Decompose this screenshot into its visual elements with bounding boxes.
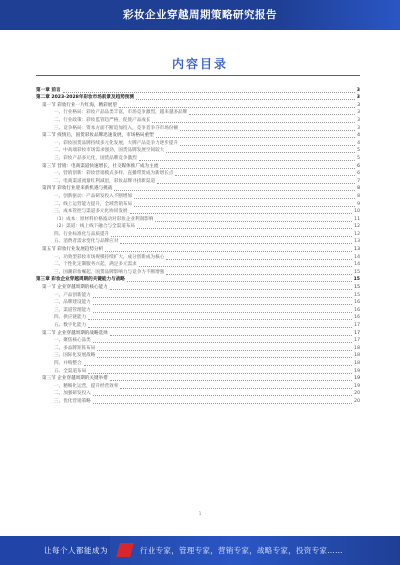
toc-entry-page: 3 [357,125,360,131]
toc-list [36,86,360,496]
toc-entry-title: （1）成本：原材料价格波动对彩妆企业利润影响 [54,216,154,222]
toc-entry-page: 3 [356,95,360,101]
toc-dot-leader [84,365,353,366]
toc-dot-leader [155,221,352,222]
toc-entry-title: 三、优化营销策略 [54,398,91,404]
toc-entry-title: 第三节 企业穿越周期的关键举措 [42,376,108,382]
toc-entry-title: 一、创新驱动：产品研发投入不断增加 [54,193,133,199]
toc-entry-title: 一、聚焦核心品类 [54,338,91,344]
toc-entry-title: 第二章 2023-2028年彩妆市场前景及趋势预测 [36,95,134,101]
toc-entry[interactable] [36,94,360,102]
toc-dot-leader [93,395,352,396]
toc-entry[interactable] [36,192,360,200]
toc-entry-page: 6 [357,171,360,177]
toc-entry-title: 第一节 企业穿越周期的核心能力 [42,285,108,291]
toc-entry-page: 15 [353,277,360,283]
toc-entry-page: 20 [354,398,360,404]
toc-entry-title: 一、产品创新能力 [54,292,91,298]
toc-entry-title: 一、精细化运营，提升经营效率 [54,383,119,389]
toc-entry-title: 二、线上运营能力提升，全域营销布局 [54,201,133,207]
toc-entry-page: 4 [357,133,360,139]
toc-entry-page: 19 [354,376,360,382]
toc-entry-page: 18 [354,345,360,351]
toc-entry[interactable] [36,276,360,284]
toc-entry-page: 7 [357,178,360,184]
toc-entry-title: 第一章 前言 [36,87,61,93]
toc-entry-page: 17 [354,323,360,328]
toc-entry-page: 3 [357,117,360,123]
toc-entry-title: 三、竞争格局：资本方面不断追加投入，竞争者争夺市场份额 [54,125,179,131]
toc-dot-leader [110,335,352,336]
toc-dot-leader [175,175,355,176]
toc-entry[interactable] [36,124,360,132]
toc-entry-page: 19 [354,383,360,389]
toc-entry-page: 11 [354,216,360,222]
toc-dot-leader [93,297,352,298]
toc-dot-leader [93,342,352,343]
toc-entry[interactable] [36,154,360,162]
toc-entry-page: 5 [357,148,360,154]
toc-entry[interactable] [36,253,360,261]
page-number: 1 [198,512,202,517]
toc-entry-page: 14 [354,262,360,268]
toc-entry-page: 4 [357,140,360,146]
toc-entry-page: 17 [354,330,360,336]
toc-entry[interactable] [36,375,360,383]
toc-entry-title: 第二节 疫情后，国货彩妆品牌迅速发展，市场格局重塑 [42,133,154,139]
toc-entry-title: 三、成本管控与渠道多元化协同发展 [54,209,128,215]
toc-entry[interactable] [36,223,360,231]
toc-entry[interactable] [36,261,360,269]
toc-entry-page: 8 [357,193,360,199]
toc-entry-title: 二、行业政策：彩妆监管趋严格，促使产品成长 [54,117,151,123]
toc-dot-leader [97,357,352,358]
toc-dot-leader [180,145,355,146]
toc-entry[interactable] [36,337,360,345]
toc-dot-leader [63,92,355,93]
toc-dot-leader [156,137,355,138]
toc-entry-title: 第一节 彩妆行业一片红海，精彩展望 [42,102,117,108]
toc-entry[interactable] [36,245,360,253]
toc-entry[interactable] [36,101,360,109]
toc-dot-leader [93,403,352,404]
toc-entry[interactable] [36,132,360,140]
toc-dot-leader [88,319,352,320]
toc-dot-leader [180,130,355,131]
toc-entry-title: 二、多品牌矩阵布局 [54,345,96,351]
toc-entry-title: 二、加强研发投入 [54,391,91,397]
toc-entry-title: 一、行业格局：彩妆产品品类丰富，市场竞争激烈，越来越多品牌 [54,110,188,116]
footer-slogan: 行业专家，管理专家，营销专家，战略专家，投资专家…… [140,546,343,555]
toc-dot-leader [134,206,355,207]
toc-entry-page: 3 [357,110,360,116]
toc-entry-page: 13 [354,247,360,253]
toc-entry-page: 12 [354,231,360,237]
toc-dot-leader [139,266,352,267]
toc-dot-leader [189,114,355,115]
toc-dot-leader [152,122,355,123]
toc-entry[interactable] [36,177,360,185]
toc-dot-leader [97,350,352,351]
toc-dot-leader [166,152,355,153]
toc-entry-page: 15 [354,285,360,291]
toc-entry[interactable] [36,215,360,223]
toc-dot-leader [105,251,352,252]
toc-entry-title: 二、中高端彩妆市场需求强劲，国货品牌发展空间较大 [54,148,165,154]
toc-entry-title: 第三节 营销：电商渠道快速增长，社交媒体推广成为主流 [42,163,159,169]
toc-entry[interactable] [36,238,360,246]
footer-tagline: 让每个人都能成为 [44,546,108,555]
toc-entry-title: 五、全渠道布局 [54,368,87,374]
toc-entry-title: 三、渠道管理能力 [54,307,91,313]
toc-entry-title: 第四节 彩妆行业迎来新机遇与挑战 [42,186,113,192]
toc-entry-title: 第三章 彩妆企业穿越周期的关键能力与战略 [36,277,125,283]
toc-dot-leader [93,304,352,305]
toc-dot-leader [136,99,355,100]
toc-dot-leader [120,388,352,389]
toc-dot-leader [137,228,352,229]
toc-entry-page: 17 [354,338,360,344]
toc-entry-title: 一、彩妆国货品牌持续多元化发展，大牌产品竞争力逐步提升 [54,140,179,146]
toc-dot-leader [110,289,352,290]
toc-entry[interactable] [36,139,360,147]
toc-dot-leader [111,236,352,237]
toc-entry-page: 20 [354,391,360,397]
toc-entry[interactable] [36,86,360,94]
toc-entry[interactable] [36,147,360,155]
toc-entry-page: 6 [357,163,360,169]
toc-entry[interactable] [36,185,360,193]
toc-entry-page: 18 [354,360,360,366]
toc-dot-leader [88,373,352,374]
toc-dot-leader [127,281,352,282]
toc-entry[interactable] [36,367,360,375]
toc-entry[interactable] [36,390,360,398]
toc-entry[interactable] [36,299,360,307]
toc-entry-page: 8 [357,186,360,192]
toc-dot-leader [93,312,352,313]
toc-entry-title: 五、消费者需求变化与品牌应对 [54,239,119,245]
toc-entry[interactable] [36,352,360,360]
toc-entry[interactable] [36,344,360,352]
toc-entry-page: 16 [354,315,360,321]
toc-entry[interactable] [36,329,360,337]
toc-entry[interactable] [36,314,360,322]
toc-entry-title: 一、功效型彩妆市场规模持续扩大，成分创新成为核心 [54,254,165,260]
toc-entry-page: 5 [357,155,360,161]
toc-entry-page: 18 [354,353,360,359]
toc-dot-leader [139,160,355,161]
toc-entry-title: 二、电商渠道流量红利减退，彩妆品牌寻找新渠道 [54,178,156,184]
toc-dot-leader [114,190,355,191]
toc-entry[interactable] [36,200,360,208]
toc-entry-title: 二、个性化定制服务兴起，满足多元需求 [54,262,137,268]
toc-entry[interactable] [36,268,360,276]
toc-dot-leader [160,168,355,169]
toc-entry[interactable] [36,321,360,329]
toc-entry-page: 14 [354,254,360,260]
toc-entry-title: 四、供应链能力 [54,315,87,321]
toc-entry-title: 二、品牌建设能力 [54,300,91,306]
toc-entry[interactable] [36,397,360,405]
toc-dot-leader [119,107,355,108]
toc-entry-page: 10 [354,209,360,215]
toc-dot-leader [120,243,352,244]
toc-entry[interactable] [36,382,360,390]
toc-dot-leader [166,274,352,275]
toc-entry[interactable] [36,306,360,314]
toc-entry[interactable] [36,162,360,170]
toc-entry-title: 三、彩妆产品多元化，国货品牌竞争激烈 [54,155,137,161]
toc-entry-page: 15 [354,292,360,298]
toc-dot-leader [166,259,352,260]
toc-entry[interactable] [36,208,360,216]
toc-entry-title: 第五节 彩妆行业发展趋势分析 [42,247,104,253]
toc-entry-title: 三、国潮彩妆崛起，国货品牌影响力与竞争力不断增强 [54,269,165,275]
toc-entry-title: 三、国际化发展战略 [54,353,96,359]
toc-entry-page: 3 [356,87,360,93]
toc-entry-page: 15 [354,269,360,275]
toc-dot-leader [88,327,352,328]
toc-dot-leader [130,213,353,214]
toc-dot-leader [134,198,355,199]
toc-entry-title: 第二节 企业穿越周期的战略选择 [42,330,108,336]
toc-entry-page: 9 [357,201,360,207]
toc-entry-title: 四、行业标准化与品质提升 [54,231,110,237]
toc-entry[interactable] [36,116,360,124]
toc-entry-page: 19 [354,368,360,374]
toc-entry-page: 16 [354,307,360,313]
toc-entry-title: 四、并购整合 [54,360,82,366]
toc-entry-title: 五、数字化能力 [54,323,87,328]
toc-entry-page: 12 [354,224,360,230]
toc-entry-title: 一、营销创新：彩妆营销模式多样，直播带货成为新增长点 [54,171,174,177]
toc-entry[interactable] [36,359,360,367]
toc-entry-page: 3 [357,102,360,108]
toc-entry-page: 16 [354,300,360,306]
toc-heading: 内容目录 [171,57,228,71]
toc-entry[interactable] [36,170,360,178]
toc-dot-leader [157,183,355,184]
toc-entry[interactable] [36,283,360,291]
toc-entry-title: （2）渠道：线上线下融合与全渠道布局 [54,224,136,230]
toc-dot-leader [110,380,352,381]
toc-divider [36,75,360,76]
toc-entry[interactable] [36,291,360,299]
toc-entry-page: 13 [354,239,360,245]
report-title: 彩妆企业穿越周期策略研究报告 [123,9,277,21]
toc-entry[interactable] [36,230,360,238]
toc-entry[interactable] [36,109,360,117]
